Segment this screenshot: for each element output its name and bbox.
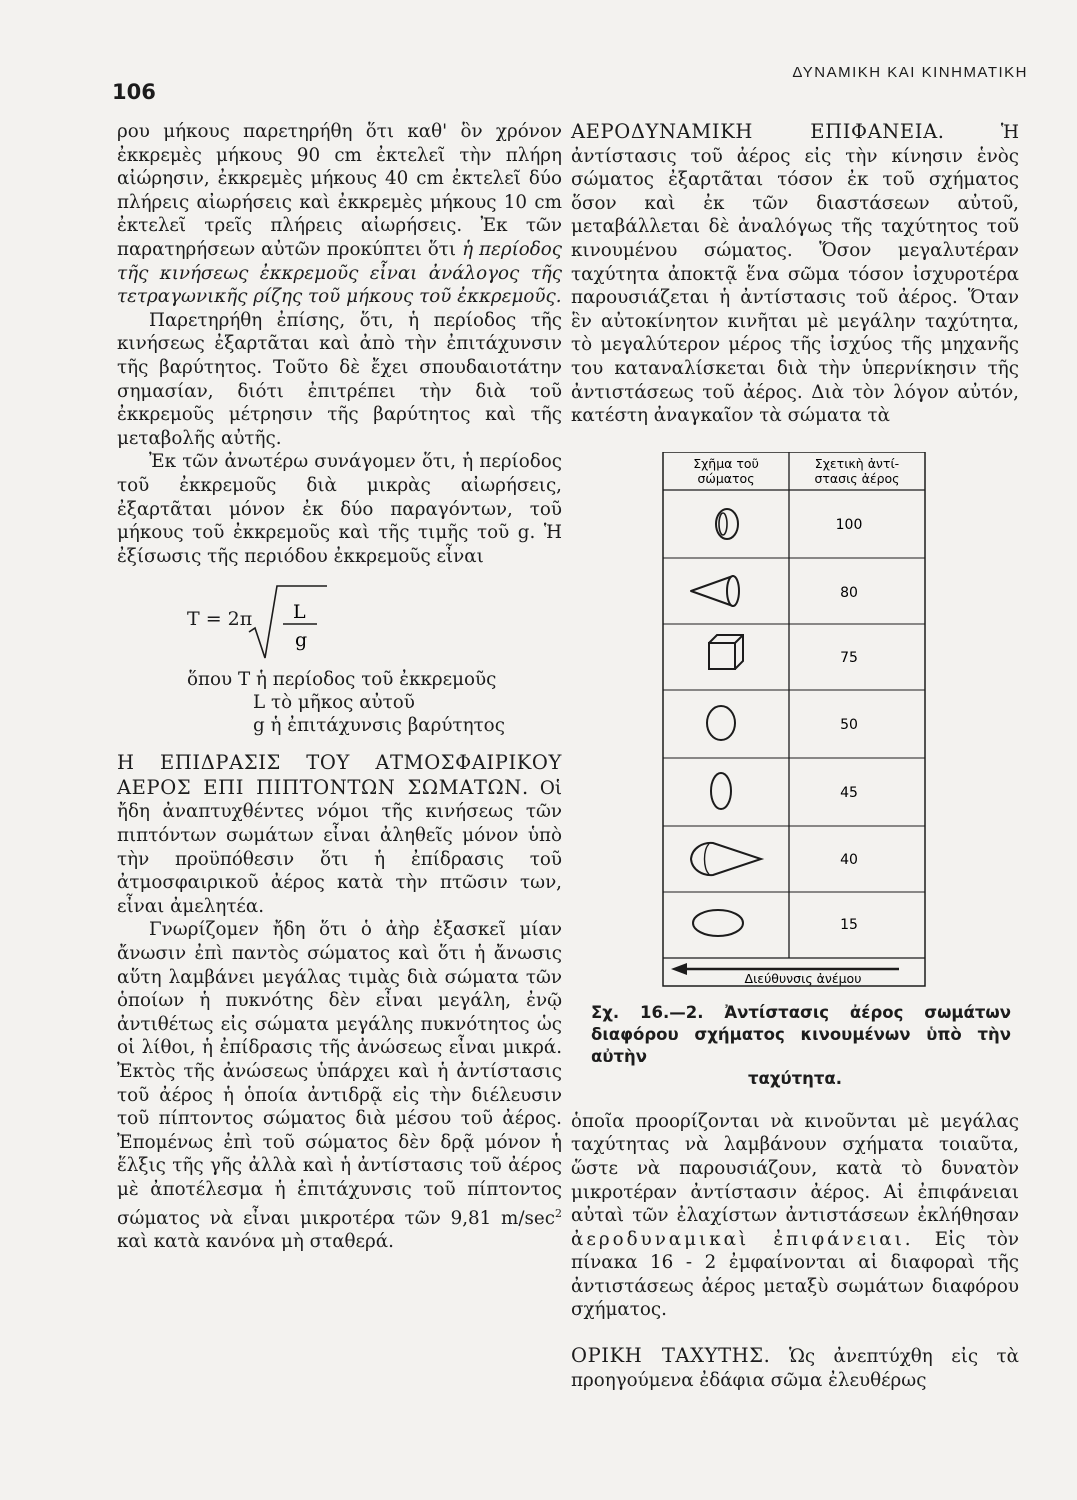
paragraph [117,751,562,918]
cube-icon [709,635,743,669]
caption-line: ταχύτητα. [747,1068,843,1088]
formula-numerator: L [293,601,306,624]
paragraph [571,120,1019,428]
exponent: 2 [555,1206,562,1220]
period-formula [117,580,562,662]
col1-header-line2: σώματος [697,470,755,486]
disc-icon [716,509,738,539]
resistance-value: 45 [840,784,858,801]
resistance-value: 100 [835,516,863,533]
cone-icon [691,576,739,606]
cone-pointed-icon [691,843,761,875]
figure-caption [571,1002,1019,1090]
paragraph-text: Οἱ ἤδη ἀναπτυχθέντες νόμοι τῆς κινήσεως τῶν πιπτόντων σωμάτων εἶναι ἀληθεῖς μόνον ὑπὸ τὴν προϋπόθεσιν ὅτι ἡ ἐπίδρασις τοῦ ἀτμοσφαιρικοῦ ἀέρος κατὰ τὴν πτῶσιν των, εἶναι ἀμελητέα. [117,777,563,917]
formula-denominator: g [295,629,308,652]
paragraph-text: Εἰς τὸν πίνακα 16 - 2 ἐμφαίνονται αἱ διαφοραὶ τῆς ἀντιστάσεως ἀέρος μεταξὺ σωμάτων διαφόρου σχήματος. [571,1228,1019,1321]
ellipsoid-icon [693,910,743,936]
running-title: ΔΥΝΑΜΙΚΗ ΚΑΙ ΚΙΝΗΜΑΤΙΚΗ [792,64,1028,81]
paragraph-text: ὁποῖα προορίζονται νὰ κινοῦνται μὲ μεγάλας ταχύτητας νὰ λαμβάνουν σχήματα τοιαῦτα, ὥστε νὰ παρουσιάζουν, κατὰ τὸ δυνατὸν μικροτέραν ἀντίστασιν ἀέρος. Αἱ ἐπιφάνειαι αὐταὶ τῶν ἐλαχίστων ἀντιστάσεων ἐκλήθησαν [571,1110,1019,1227]
wind-direction-label: Διεύθυνσις ἀνέμου [744,970,862,986]
paragraph [571,1344,1019,1392]
spaced-term: ἀεροδυναμικαὶ ἐπιφάνειαι. [571,1228,914,1250]
resistance-value: 75 [840,649,858,666]
paragraph: Παρετηρήθη ἐπίσης, ὅτι, ἡ περίοδος τῆς κινήσεως ἐξαρτᾶται καὶ ἀπὸ τὴν ἐπιτάχυνσιν τῆς βαρύτητος. Τοῦτο δὲ ἔχει σπουδαιοτάτην σημασίαν, διότι ἐπιτρέπει τὴν διὰ τοῦ ἐκκρεμοῦς μέτρησιν τῆς βαρύτητος καὶ τῆς μεταβολῆς αὐτῆς. [117,309,562,449]
paragraph [117,918,562,1253]
definition-line: L τὸ μῆκος αὐτοῦ [253,692,415,714]
definition-line: ὅπου Τ ἡ περίοδος τοῦ ἐκκρεμοῦς [187,669,497,691]
paragraph-text: ρου μήκους παρετηρήθη ὅτι καθ' ὃν χρόνον ἐκκρεμὲς μήκους 90 cm ἐκτελεῖ τὴν πλήρη αἰώρησιν, ἐκκρεμὲς μήκους 40 cm ἐκτελεῖ δύο πλήρεις αἰωρήσεις καὶ ἐκκρεμὲς μήκους 10 cm ἐκτελεῖ τρεῖς πλήρεις αἰωρήσεις. Ἐκ τῶν παρατηρήσεων αὐτῶν προκύπτει ὅτι [117,121,562,260]
variable-definitions [187,668,562,737]
left-column [117,120,562,1254]
paragraph: Ἐκ τῶν ἀνωτέρω συνάγομεν ὅτι, ἡ περίοδος τοῦ ἐκκρεμοῦς διὰ μικρὰς αἰωρήσεις, ἐξαρτᾶται μόνον ἐκ δύο παραγόντων, τοῦ μήκους τοῦ ἐκκρεμοῦς καὶ τῆς τιμῆς τοῦ g. Ἡ ἐξίσωσις τῆς περιόδου ἐκκρεμοῦς εἶναι [117,451,562,567]
right-column [571,120,1019,1392]
resistance-value: 15 [840,916,858,933]
formula-lhs: T = 2π [187,608,253,631]
resistance-value: 50 [840,716,858,733]
paragraph-text: Ἡ ἀντίστασις τοῦ ἀέρος εἰς τὴν κίνησιν ἑνὸς σώματος ἐξαρτᾶται τόσον ἐκ τοῦ σχήματος ὅσον καὶ ἐκ τῶν διαστάσεων αὐτοῦ, μεταβάλλεται δὲ ἀναλόγως τῆς ταχύτητος τοῦ κινουμένου σώματος. Ὅσον μεγαλυτέραν ταχύτητα ἀποκτᾷ ἕνα σῶμα τόσον ἰσχυροτέρα παρουσιάζεται ἡ ἀντίστασις τοῦ ἀέρος. Ὅταν ἓν αὐτοκίνητον κινῆται μὲ μεγάλην ταχύτητα, τὸ μεγαλύτερον μέρος τῆς ἰσχύος τῆς μηχανῆς του καταναλίσκεται διὰ τὴν ὑπερνίκησιν τῆς ἀντιστάσεως τοῦ ἀέρος. Διὰ τὸν λόγον αὐτόν, κατέστη ἀναγκαῖον τὰ σώματα τὰ [571,122,1020,427]
italic-statement: ἡ περίοδος τῆς κινήσεως ἐκκρεμοῦς εἶναι ἀνάλογος τῆς τετραγωνικῆς ρίζης τοῦ μήκους τοῦ ἐκκρεμοῦς. [117,238,563,308]
col1-header-line1: Σχῆμα τοῦ [693,455,759,471]
figure-drawing [571,452,1019,998]
resistance-value: 40 [840,851,858,868]
col2-header-line2: στασις ἀέρος [814,470,900,486]
resistance-value: 80 [840,584,858,601]
radical-sign [117,580,417,662]
paragraph [571,1110,1019,1322]
section-heading: ΑΕΡΟΔΥΝΑΜΙΚΗ ΕΠΙΦΑΝΕΙΑ. [571,120,945,143]
caption-line: Σχ. 16.—2. Ἀντίστασις ἀέρος σωμάτων διαφόρου σχήματος κινουμένων ὑπὸ τὴν αὐτὴν [591,1002,1011,1066]
paragraph-text: καὶ κατὰ κανόνα μὴ σταθερά. [117,1231,394,1253]
figure-16-2 [571,452,1019,998]
definition-line: g ἡ ἐπιτάχυνσις βαρύτητος [253,715,505,737]
paragraph-text: Ὡς ἀνεπτύχθη εἰς τὰ προηγούμενα ἐδάφια σῶμα ἐλευθέρως [571,1346,1020,1391]
page-number: 106 [112,80,156,104]
section-heading: ΟΡΙΚΗ ΤΑΧΥΤΗΣ. [571,1344,771,1368]
paragraph [117,120,562,309]
sphere-icon [707,706,735,740]
section-heading: Η ΕΠΙΔΡΑΣΙΣ ΤΟΥ ΑΤΜΟΣΦΑΙΡΙΚΟΥ ΑΕΡΟΣ ΕΠΙ ΠΙΠΤΟΝΤΩΝ ΣΩΜΑΤΩΝ. [117,751,562,799]
paragraph-text: Γνωρίζομεν ἤδη ὅτι ὁ ἀὴρ ἐξασκεῖ μίαν ἄνωσιν ἐπὶ παντὸς σώματος καὶ ὅτι ἡ ἄνωσις αὕτη λαμβάνει μεγάλας τιμὰς διὰ σώματα τῶν ὁποίων ἡ πυκνότης δὲν εἶναι μεγάλη, ἐνῷ ἀντιθέτως εἰς σώματα μεγάλης πυκνότητος ὡς οἱ λίθοι, ἡ ἐπίδρασις τῆς ἀνώσεως εἶναι μικρά. Ἐκτὸς τῆς ἀνώσεως ὑπάρχει καὶ ἡ ἀντίστασις τοῦ ἀέρος ἡ ὁποία ἀντιδρᾷ εἰς τὴν διέλευσιν τοῦ πίπτοντος σώματος διὰ μέσου τοῦ ἀέρος. Ἐπομένως ἐπὶ τοῦ σώματος δὲν δρᾷ μόνον ἡ ἕλξις τῆς γῆς ἀλλὰ καὶ ἡ ἀντίστασις τοῦ ἀέρος μὲ ἀποτέλεσμα ἡ ἐπιτάχυνσις τοῦ πίπτοντος σώματος νὰ εἶναι μικροτέρα τῶν 9,81 m/sec [117,919,562,1229]
egg-icon [711,773,731,809]
col2-header-line1: Σχετικὴ ἀντί- [814,455,900,471]
spacer [571,1322,1019,1344]
